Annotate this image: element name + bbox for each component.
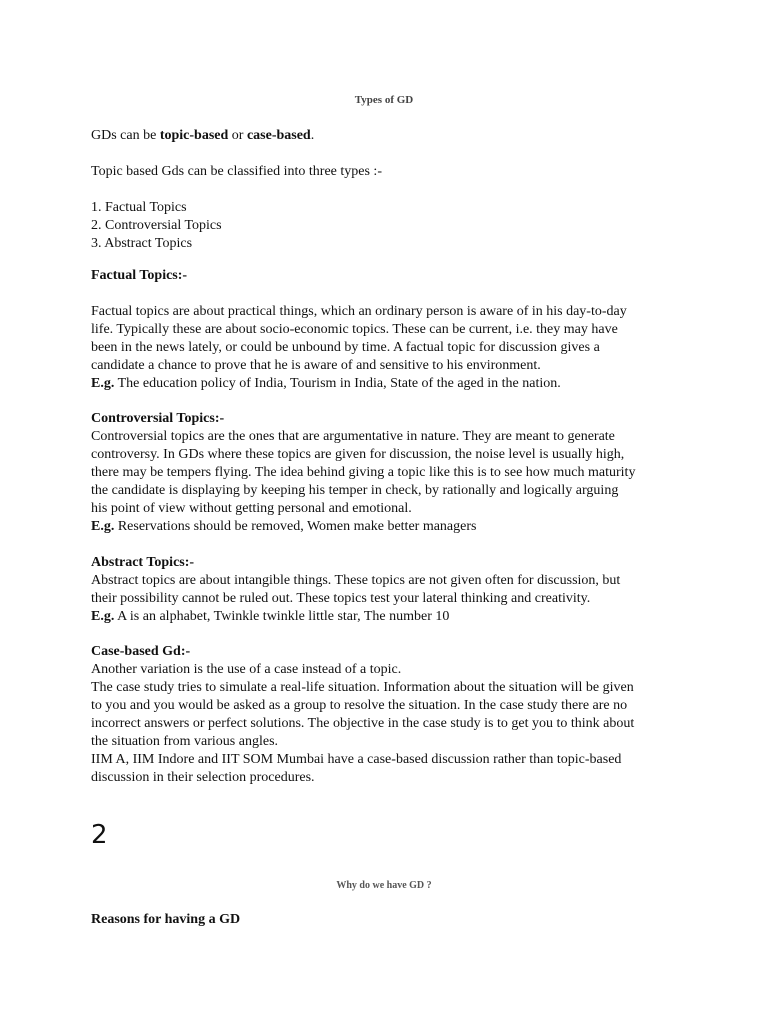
example-line bbox=[91, 375, 691, 393]
list-item: 2. Controversial Topics bbox=[91, 218, 222, 233]
paragraph-line: discussion in their selection procedures. bbox=[91, 770, 315, 785]
paragraph-line: IIM A, IIM Indore and IIT SOM Mumbai have a case-based discussion rather than topic-based bbox=[91, 752, 622, 767]
classification-paragraph: Topic based Gds can be classified into three types :- bbox=[91, 164, 382, 179]
document-title: Types of GD bbox=[354, 94, 414, 106]
factual-paragraph bbox=[91, 303, 691, 393]
paragraph-line: incorrect answers or perfect solutions. The objective in the case study is to get you to think about bbox=[91, 716, 635, 731]
page-number: 2 bbox=[91, 820, 108, 850]
paragraph-line: the situation from various angles. bbox=[91, 734, 279, 749]
paragraph-line: Controversial topics are the ones that are argumentative in nature. They are meant to generate bbox=[91, 429, 615, 444]
example-text: A is an alphabet, Twinkle twinkle little star, The number 10 bbox=[114, 609, 450, 624]
topic-list bbox=[91, 199, 691, 253]
paragraph-line: Abstract topics are about intangible things. These topics are not given often for discussion, but bbox=[91, 573, 621, 588]
intro-suffix: . bbox=[310, 128, 315, 143]
abstract-heading: Abstract Topics:- bbox=[91, 555, 195, 570]
controversial-paragraph bbox=[91, 428, 691, 536]
paragraph-line: Factual topics are about practical things, which an ordinary person is aware of in his day-to-day bbox=[91, 304, 627, 319]
paragraph-line: the candidate is displaying by keeping his temper in check, by rationally and logically arguing bbox=[91, 483, 619, 498]
intro-paragraph bbox=[91, 127, 691, 145]
list-item: 1. Factual Topics bbox=[91, 200, 187, 215]
example-label: E.g. bbox=[91, 519, 115, 534]
paragraph-line: life. Typically these are about socio-economic topics. These can be current, i.e. they may have bbox=[91, 322, 618, 337]
factual-heading: Factual Topics:- bbox=[91, 268, 188, 283]
paragraph-line: their possibility cannot be ruled out. These topics test your lateral thinking and creativity. bbox=[91, 591, 591, 606]
paragraph-line: to you and you would be asked as a group to resolve the situation. In the case study there are no bbox=[91, 698, 628, 713]
intro-middle: or bbox=[228, 128, 247, 143]
example-text: The education policy of India, Tourism in India, State of the aged in the nation. bbox=[114, 376, 561, 391]
paragraph-line: controversy. In GDs where these topics are given for discussion, the noise level is usually high, bbox=[91, 447, 625, 462]
intro-bold-topic: topic-based bbox=[159, 128, 229, 143]
paragraph-line: there may be tempers flying. The idea behind giving a topic like this is to see how much maturity bbox=[91, 465, 636, 480]
paragraph-line: candidate a chance to prove that he is aware of and sensitive to his environment. bbox=[91, 358, 541, 373]
abstract-paragraph bbox=[91, 572, 691, 626]
example-line bbox=[91, 608, 691, 626]
paragraph-line: his point of view without getting personal and emotional. bbox=[91, 501, 412, 516]
section-title: Why do we have GD ? bbox=[336, 880, 432, 891]
reasons-heading: Reasons for having a GD bbox=[91, 912, 241, 927]
paragraph-line: Another variation is the use of a case instead of a topic. bbox=[91, 662, 402, 677]
example-label: E.g. bbox=[91, 376, 115, 391]
paragraph-line: been in the news lately, or could be unbound by time. A factual topic for discussion gives a bbox=[91, 340, 600, 355]
example-text: Reservations should be removed, Women make better managers bbox=[114, 519, 477, 534]
example-label: E.g. bbox=[91, 609, 115, 624]
casebased-paragraph bbox=[91, 661, 691, 787]
list-item: 3. Abstract Topics bbox=[91, 236, 193, 251]
intro-prefix: GDs can be bbox=[91, 128, 160, 143]
paragraph-line: The case study tries to simulate a real-life situation. Information about the situation will be given bbox=[91, 680, 634, 695]
casebased-heading: Case-based Gd:- bbox=[91, 644, 191, 659]
controversial-heading: Controversial Topics:- bbox=[91, 411, 225, 426]
intro-bold-case: case-based bbox=[246, 128, 311, 143]
example-line bbox=[91, 518, 691, 536]
